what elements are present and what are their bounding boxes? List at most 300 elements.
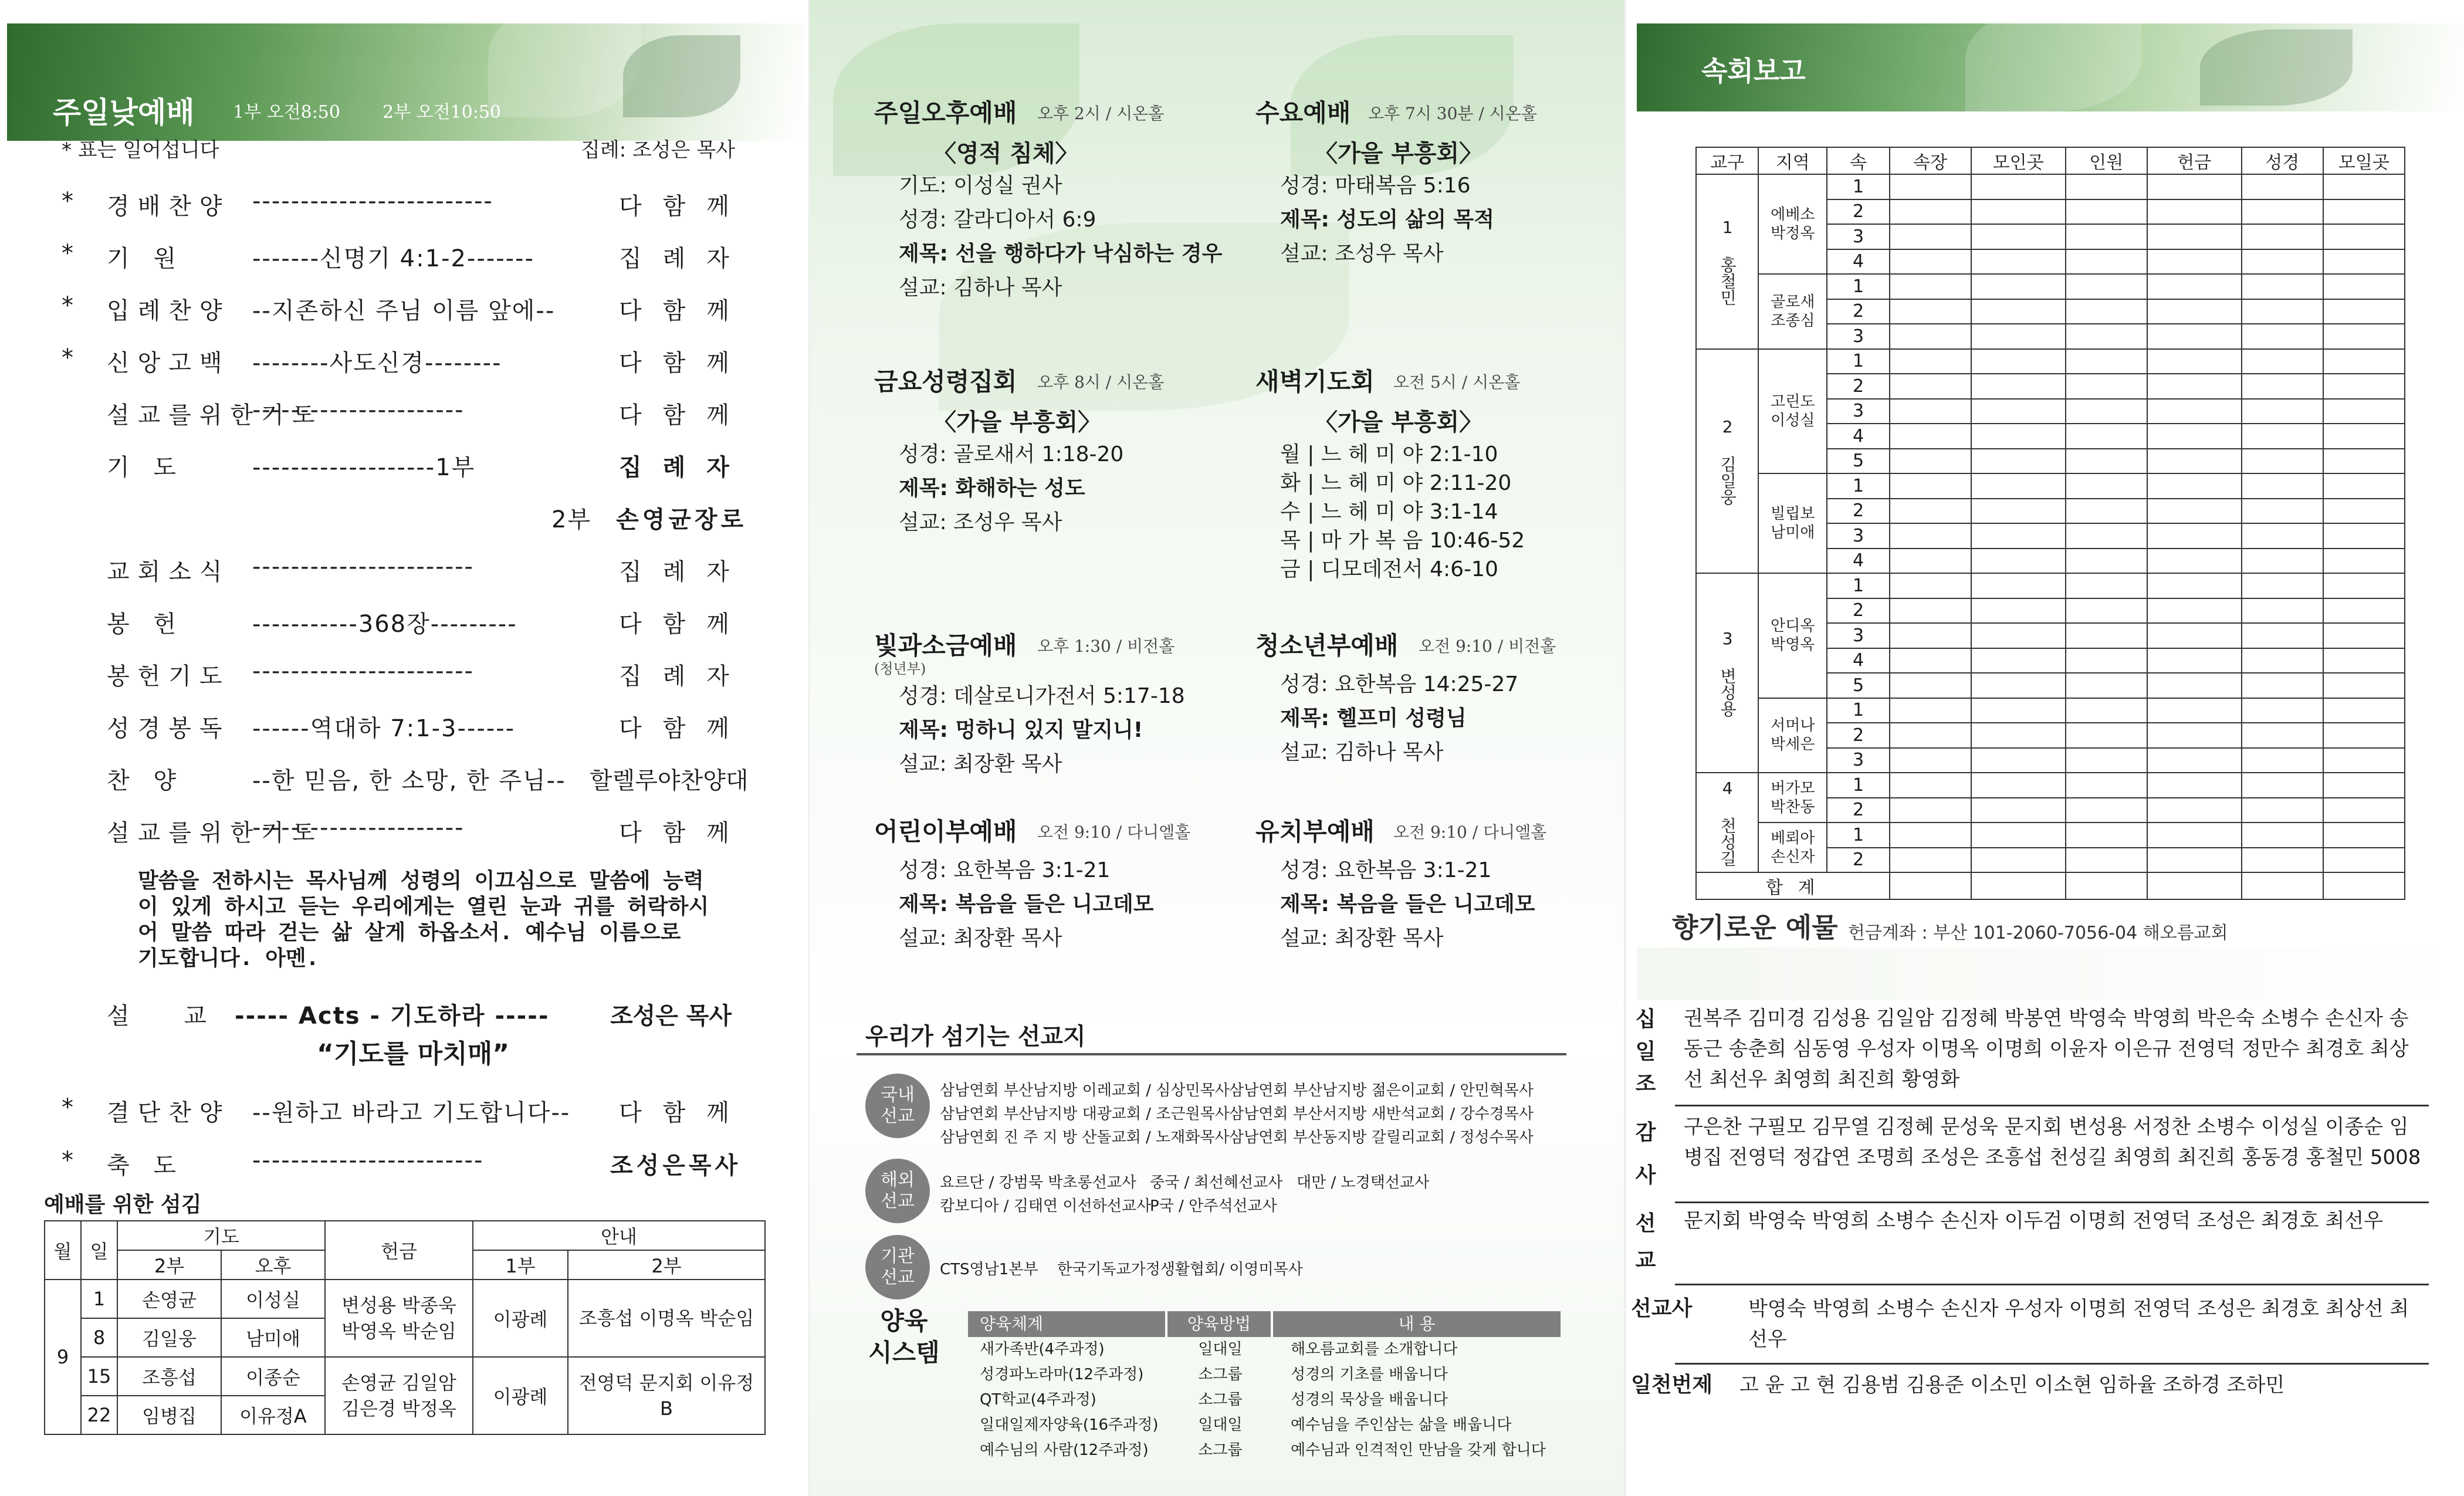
report-input-cell[interactable] [1890,598,1971,624]
report-input-cell[interactable] [2066,598,2147,624]
report-input-cell[interactable] [1890,473,1971,499]
offering-account: 헌금계좌 : 부산 101-2060-7056-04 해오름교회 [1848,923,2228,943]
order-mid: -------신명기 4:1-2------- [252,245,534,272]
report-input-cell[interactable] [2323,698,2405,723]
report-input-cell[interactable] [2066,648,2147,673]
report-input-cell[interactable] [2242,523,2323,549]
report-input-cell[interactable] [2242,798,2323,823]
report-input-cell[interactable] [1890,823,1971,848]
report-cell-number: 3 [1827,748,1889,773]
report-input-cell[interactable] [2147,174,2242,199]
report-input-cell[interactable] [2323,623,2405,648]
offering-names: 박영숙 박영희 소병수 손신자 우성자 이명희 전영덕 조성은 최경호 최상선 최선우 [1748,1297,2409,1351]
report-cell-number: 3 [1827,224,1889,249]
report-area: 고린도 이성실 [1758,349,1827,474]
report-cell-number: 2 [1827,798,1889,823]
report-input-cell[interactable] [1890,424,1971,449]
report-header-cell: 헌금 [2147,147,2242,174]
report-input-cell[interactable] [2147,249,2242,275]
report-input-cell[interactable] [2147,598,2242,624]
report-input-cell[interactable] [2147,399,2242,424]
report-input-cell[interactable] [2066,798,2147,823]
report-input-cell[interactable] [2147,449,2242,474]
report-input-cell[interactable] [1890,499,1971,524]
mission-badge-line: 해외 [881,1170,915,1190]
order-mid: ----------------------- [252,553,474,580]
report-input-cell[interactable] [2066,249,2147,275]
report-input-cell[interactable] [2066,199,2147,225]
report-row [1696,349,2405,374]
report-cell-number: 4 [1827,249,1889,275]
report-input-cell[interactable] [2242,349,2323,374]
report-input-cell[interactable] [2147,872,2242,899]
report-input-cell[interactable] [1890,399,1971,424]
order-mid: --------사도신경-------- [252,350,502,377]
duty-prayer-pm: 남미애 [221,1318,325,1357]
report-input-cell[interactable] [2323,798,2405,823]
order-row [0,240,810,275]
duty-h-p2: 2부 [117,1250,221,1280]
order-mid: ---------------------- [252,814,465,841]
report-input-cell[interactable] [1971,449,2066,474]
order-item: 설교를위한기도 [107,820,323,847]
report-input-cell[interactable] [2066,573,2147,598]
report-input-cell[interactable] [2066,174,2147,199]
report-input-cell[interactable] [2242,499,2323,524]
report-input-cell[interactable] [1971,473,2066,499]
mission-entry: CTS영남1본부 [940,1261,1038,1278]
report-input-cell[interactable] [1890,573,1971,598]
training-label [868,1305,940,1369]
report-input-cell[interactable] [2066,499,2147,524]
report-input-cell[interactable] [2242,723,2323,748]
report-input-cell[interactable] [1971,499,2066,524]
order-item: 기 도 [107,454,184,481]
order-leader: 집례자 [619,663,750,690]
report-input-cell[interactable] [2147,549,2242,574]
report-input-cell[interactable] [2147,199,2242,225]
report-input-cell[interactable] [2323,324,2405,349]
report-input-cell[interactable] [2323,473,2405,499]
report-district: 2 김일웅 [1696,349,1758,574]
report-input-cell[interactable] [2323,648,2405,673]
report-input-cell[interactable] [2066,374,2147,399]
report-input-cell[interactable] [2066,773,2147,798]
report-input-cell[interactable] [2066,872,2147,899]
report-input-cell[interactable] [2066,748,2147,773]
report-input-cell[interactable] [2323,224,2405,249]
report-input-cell[interactable] [2242,872,2323,899]
report-input-cell[interactable] [2066,698,2147,723]
report-input-cell[interactable] [2242,249,2323,275]
report-input-cell[interactable] [1890,648,1971,673]
report-row [1696,698,2405,723]
report-input-cell[interactable] [2242,773,2323,798]
report-input-cell[interactable] [2066,473,2147,499]
report-input-cell[interactable] [1971,598,2066,624]
report-input-cell[interactable] [1890,249,1971,275]
report-input-cell[interactable] [1971,199,2066,225]
report-input-cell[interactable] [1890,872,1971,899]
report-input-cell[interactable] [2066,299,2147,324]
report-input-cell[interactable] [2323,249,2405,275]
service-line: 설교: 조성우 목사 [1280,242,1444,266]
report-input-cell[interactable] [2066,848,2147,873]
worship-title: 주일낮예배 [53,95,195,130]
order-mid: --원하고 바라고 기도합니다-- [252,1099,571,1126]
report-district: 3 변성용 [1696,573,1758,773]
training-cell: 예수님의 사람(12주과정) [980,1441,1149,1459]
order-mid: 2부 [551,506,592,533]
training-row [968,1387,1561,1413]
report-input-cell[interactable] [2147,648,2242,673]
service-line: 설교: 최장환 목사 [899,926,1062,950]
report-input-cell[interactable] [2242,424,2323,449]
report-input-cell[interactable] [1971,374,2066,399]
report-input-cell[interactable] [2242,274,2323,299]
report-input-cell[interactable] [2147,224,2242,249]
offering-category: 십일조 [1635,1007,1656,1096]
report-input-cell[interactable] [1890,324,1971,349]
duty-offering: 변성용 박종욱 박영옥 박순임 [325,1280,473,1357]
report-input-cell[interactable] [1890,374,1971,399]
report-input-cell[interactable] [2323,549,2405,574]
report-input-cell[interactable] [1971,549,2066,574]
training-cell: 예수님과 인격적인 만남을 갖게 합니다 [1291,1441,1546,1459]
service-line: 제목: 화해하는 성도 [899,476,1085,500]
report-area: 골로새 조종심 [1758,274,1827,349]
training-row [968,1337,1561,1362]
report-header-cell: 모인곳 [1971,147,2066,174]
report-input-cell[interactable] [2066,449,2147,474]
report-input-cell[interactable] [2323,748,2405,773]
report-input-cell[interactable] [2066,723,2147,748]
service-line: 설교: 조성우 목사 [899,510,1062,534]
report-total-row [1696,872,2405,899]
report-input-cell[interactable] [2147,274,2242,299]
report-grid [1695,147,2405,900]
report-cell-number: 2 [1827,723,1889,748]
report-input-cell[interactable] [1890,698,1971,723]
worship-panel [0,0,810,1496]
report-input-cell[interactable] [1971,174,2066,199]
service-line: 성경: 골로새서 1:18-20 [899,442,1124,466]
report-input-cell[interactable] [1971,274,2066,299]
sermon-row [0,997,810,1033]
report-input-cell[interactable] [2323,299,2405,324]
offering-divider [1675,1284,2429,1285]
report-input-cell[interactable] [1971,523,2066,549]
report-input-cell[interactable] [1971,324,2066,349]
report-input-cell[interactable] [2147,473,2242,499]
report-input-cell[interactable] [2323,274,2405,299]
worship-header [7,23,805,141]
report-input-cell[interactable] [1890,848,1971,873]
training-cell: 새가족반(4주과정) [980,1341,1105,1358]
training-cell: 소그룹 [1198,1441,1243,1459]
report-input-cell[interactable] [2242,573,2323,598]
training-header-cell: 내 용 [1398,1314,1436,1333]
standing-note: * 표는 일어섭니다 [62,138,219,162]
report-cell-number: 3 [1827,623,1889,648]
report-input-cell[interactable] [2066,523,2147,549]
report-input-cell[interactable] [2242,374,2323,399]
report-input-cell[interactable] [2147,623,2242,648]
report-input-cell[interactable] [1971,823,2066,848]
duty-guide-2: 전영덕 문지회 이유정B [568,1357,765,1434]
duty-table [44,1220,766,1435]
order-star: * [62,344,73,371]
report-input-cell[interactable] [2147,673,2242,698]
report-cell-number: 2 [1827,199,1889,225]
report-input-cell[interactable] [2323,723,2405,748]
order-mid: ------------------------- [252,188,493,215]
service-time-2: 2부 오전10:50 [383,102,502,123]
report-input-cell[interactable] [2242,623,2323,648]
report-input-cell[interactable] [1971,773,2066,798]
report-input-cell[interactable] [2066,349,2147,374]
report-input-cell[interactable] [1890,199,1971,225]
order-mid: -------------------1부 [252,454,476,481]
duty-h-pm: 오후 [221,1250,325,1280]
service-title: 수요예배 [1255,99,1351,127]
report-input-cell[interactable] [2323,449,2405,474]
report-input-cell[interactable] [2242,648,2323,673]
report-input-cell[interactable] [2242,473,2323,499]
offering-names: 문지회 박영숙 박영희 소병수 손신자 이두검 이명희 전영덕 조성은 최경호 최선우 [1684,1209,2383,1233]
report-input-cell[interactable] [2066,549,2147,574]
report-input-cell[interactable] [2242,673,2323,698]
report-input-cell[interactable] [2147,299,2242,324]
report-area: 에베소 박정옥 [1758,174,1827,274]
report-input-cell[interactable] [1971,623,2066,648]
report-input-cell[interactable] [1971,798,2066,823]
sermon-preacher: 조성은 목사 [610,1003,732,1030]
training-header [968,1311,1561,1337]
report-cell-number: 3 [1827,523,1889,549]
report-input-cell[interactable] [2066,673,2147,698]
report-input-cell[interactable] [2147,374,2242,399]
report-input-cell[interactable] [2242,748,2323,773]
service-line: 설교: 최장환 목사 [1280,926,1444,950]
report-input-cell[interactable] [1890,673,1971,698]
mission-entry: P국 / 안주석선교사 [1150,1197,1277,1215]
report-input-cell[interactable] [1890,523,1971,549]
report-input-cell[interactable] [2147,748,2242,773]
report-row [1696,274,2405,299]
duty-h-prayer: 기도 [117,1221,325,1250]
report-input-cell[interactable] [1971,299,2066,324]
offering-divider [1675,1363,2429,1365]
order-star: * [62,1147,73,1174]
report-input-cell[interactable] [2242,399,2323,424]
report-input-cell[interactable] [1890,174,1971,199]
report-input-cell[interactable] [2066,623,2147,648]
report-input-cell[interactable] [2242,174,2323,199]
report-input-cell[interactable] [2147,698,2242,723]
report-input-cell[interactable] [2323,872,2405,899]
offering-names: 구은찬 구필모 김무열 김정혜 문성욱 문지회 변성용 서정찬 소병수 이성실 이종순 임병집 전영덕 정갑연 조명희 조성은 조흥섭 천성길 최영희 최진희 홍동경 홍철민 5008 [1684,1115,2421,1169]
report-input-cell[interactable] [1971,249,2066,275]
report-input-cell[interactable] [2323,523,2405,549]
report-input-cell[interactable] [2066,399,2147,424]
report-input-cell[interactable] [2242,299,2323,324]
report-input-cell[interactable] [1971,698,2066,723]
order-row [0,762,810,797]
report-input-cell[interactable] [2323,773,2405,798]
mission-entry: 삼남연회 부산서지방 새반석교회 / 강수경목사 [1229,1105,1534,1123]
duty-h-day: 일 [81,1221,117,1280]
report-cell-number: 4 [1827,648,1889,673]
service-line: 설교: 최장환 목사 [899,752,1062,776]
report-input-cell[interactable] [1890,299,1971,324]
report-input-cell[interactable] [2066,224,2147,249]
offering-category: 일천번제 [1631,1373,1713,1397]
report-input-cell[interactable] [1971,349,2066,374]
mission-entry: 삼남연회 부산남지방 젊은이교회 / 안민혁목사 [1229,1082,1534,1099]
closing-row [0,1147,810,1182]
report-input-cell[interactable] [2242,598,2323,624]
report-input-cell[interactable] [2147,523,2242,549]
report-input-cell[interactable] [2323,424,2405,449]
report-input-cell[interactable] [2147,798,2242,823]
mission-entry: 삼남연회 부산남지방 대광교회 / 조근원목사 [940,1105,1230,1123]
report-input-cell[interactable] [2147,424,2242,449]
duty-day: 15 [81,1357,117,1396]
report-input-cell[interactable] [1890,449,1971,474]
report-input-cell[interactable] [1971,573,2066,598]
report-input-cell[interactable] [2323,499,2405,524]
service-heading: 〈가을 부흥회〉 [933,409,1102,436]
report-input-cell[interactable] [1971,224,2066,249]
report-cell-number: 1 [1827,349,1889,374]
report-header-cell: 지역 [1758,147,1827,174]
mission-badge-line: 선교 [881,1106,915,1126]
report-input-cell[interactable] [1890,549,1971,574]
report-input-cell[interactable] [1971,748,2066,773]
training-cell: 성경의 기초를 배웁니다 [1291,1366,1448,1383]
order-item: 기 원 [107,245,184,272]
report-input-cell[interactable] [1971,723,2066,748]
mission-entry: 삼남연회 진 주 지 방 산돌교회 / 노재화목사 [940,1129,1230,1146]
order-leader: 다함께 [619,193,750,220]
service-line: 성경: 요한복음 3:1-21 [899,858,1111,882]
service-title: 금요성령집회 [874,367,1017,396]
service-subtitle: (청년부) [874,661,926,677]
report-input-cell[interactable] [2323,823,2405,848]
report-input-cell[interactable] [2147,573,2242,598]
report-header-cell: 속장 [1890,147,1971,174]
report-input-cell[interactable] [1890,773,1971,798]
report-input-cell[interactable] [2323,573,2405,598]
report-input-cell[interactable] [1971,399,2066,424]
report-input-cell[interactable] [2242,324,2323,349]
report-input-cell[interactable] [2323,673,2405,698]
report-input-cell[interactable] [1890,274,1971,299]
report-input-cell[interactable] [1890,623,1971,648]
report-input-cell[interactable] [2066,424,2147,449]
report-cell-number: 2 [1827,499,1889,524]
training-row [968,1438,1561,1463]
report-cell-number: 5 [1827,673,1889,698]
report-input-cell[interactable] [2147,499,2242,524]
report-input-cell[interactable] [1971,424,2066,449]
mission-entry: 삼남연회 부산동지방 갈릴리교회 / 정성수목사 [1229,1129,1534,1146]
report-area: 안디옥 박영옥 [1758,573,1827,698]
report-input-cell[interactable] [1890,798,1971,823]
service-line: 제목: 멍하니 있지 말지니! [899,718,1143,742]
report-input-cell[interactable] [2323,199,2405,225]
report-input-cell[interactable] [2323,598,2405,624]
report-input-cell[interactable] [2242,199,2323,225]
report-district: 4 천성길 [1696,773,1758,872]
order-star: * [62,240,73,267]
report-input-cell[interactable] [2323,848,2405,873]
report-input-cell[interactable] [2242,848,2323,873]
report-input-cell[interactable] [1890,349,1971,374]
service-heading: 〈가을 부흥회〉 [1314,409,1483,436]
report-input-cell[interactable] [1971,673,2066,698]
training-header-cell: 양육방법 [1167,1311,1273,1337]
order-leader: 다함께 [619,402,750,429]
report-input-cell[interactable] [2066,274,2147,299]
order-leader: 다함께 [619,715,750,742]
report-input-cell[interactable] [2323,399,2405,424]
training-cell: 성경파노라마(12주과정) [980,1366,1144,1383]
training-cell: QT학교(4주과정) [980,1391,1096,1409]
report-input-cell[interactable] [2147,823,2242,848]
report-input-cell[interactable] [2242,823,2323,848]
report-input-cell[interactable] [2066,823,2147,848]
order-leader: 다함께 [619,820,750,847]
mission-entry: 캄보디아 / 김태연 이선하선교사 [940,1197,1152,1215]
duty-day: 22 [81,1396,117,1434]
training-cell: 소그룹 [1198,1366,1243,1383]
order-item: 결단찬양 [107,1099,231,1126]
training-cell: 일대일 [1198,1416,1243,1434]
order-leader: 조성은목사 [610,1152,742,1179]
report-input-cell[interactable] [2242,549,2323,574]
report-input-cell[interactable] [2147,723,2242,748]
report-input-cell[interactable] [1890,723,1971,748]
report-input-cell[interactable] [2147,349,2242,374]
report-input-cell[interactable] [2147,773,2242,798]
report-input-cell[interactable] [1971,848,2066,873]
report-input-cell[interactable] [1971,872,2066,899]
report-input-cell[interactable] [1971,648,2066,673]
report-input-cell[interactable] [2323,174,2405,199]
duty-day: 1 [81,1280,117,1318]
report-input-cell[interactable] [2323,374,2405,399]
report-input-cell[interactable] [2147,324,2242,349]
mission-entry: 요르단 / 강범묵 박초롱선교사 [940,1174,1136,1192]
report-input-cell[interactable] [2066,324,2147,349]
training-header-cell: 양육체계 [968,1311,1167,1337]
report-input-cell[interactable] [2242,698,2323,723]
report-input-cell[interactable] [1890,748,1971,773]
report-input-cell[interactable] [2323,349,2405,374]
order-row [0,292,810,327]
report-input-cell[interactable] [2147,848,2242,873]
report-input-cell[interactable] [2242,224,2323,249]
training-table [968,1311,1561,1463]
report-header-cell: 속 [1827,147,1889,174]
report-input-cell[interactable] [1890,224,1971,249]
report-input-cell[interactable] [2242,449,2323,474]
mission-badge-line: 국내 [881,1085,915,1105]
report-row [1696,473,2405,499]
report-cell-number: 1 [1827,823,1889,848]
